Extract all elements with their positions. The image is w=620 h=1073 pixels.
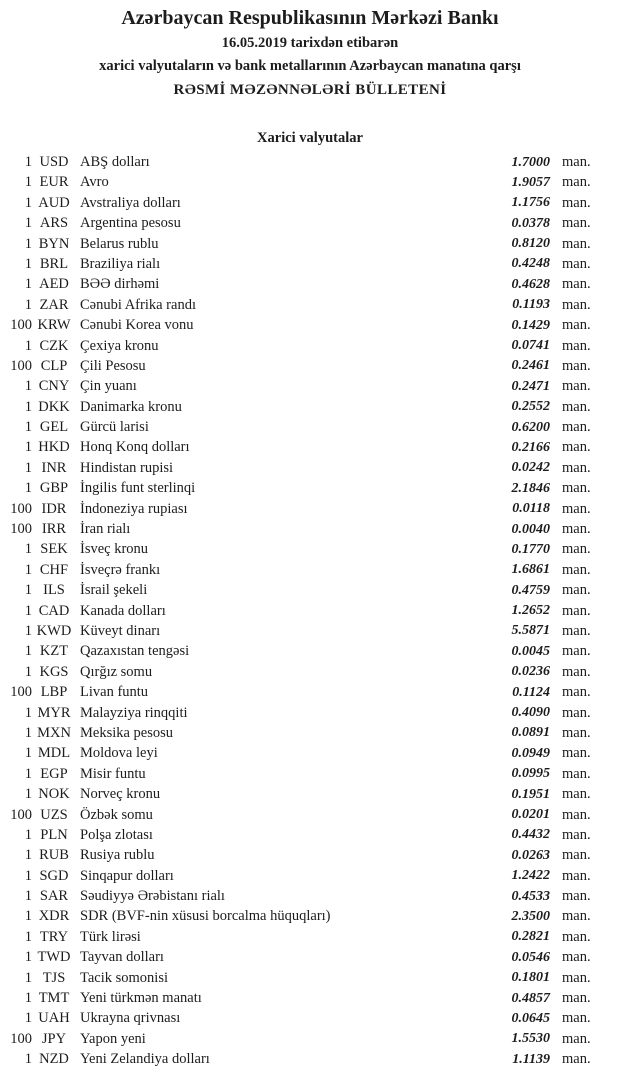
- row-currency-name: İndoneziya rupiası: [80, 500, 188, 517]
- row-unit-label: man.: [562, 215, 591, 232]
- row-currency-code: DKK: [38, 398, 70, 415]
- table-row: [0, 458, 620, 478]
- row-quantity: 1: [24, 398, 32, 415]
- row-rate-value: 0.0236: [511, 664, 550, 680]
- row-rate-value: 0.0378: [511, 215, 550, 231]
- row-currency-code: TMT: [38, 990, 70, 1007]
- row-rate-value: 0.2471: [511, 378, 550, 394]
- row-rate-value: 0.6200: [511, 419, 550, 435]
- row-rate-value: 0.1951: [511, 786, 550, 802]
- section-title-foreign-currencies: Xarici valyutalar: [257, 130, 363, 147]
- row-rate-value: 1.1756: [511, 195, 550, 211]
- row-rate-value: 0.0040: [511, 521, 550, 537]
- row-unit-label: man.: [562, 622, 591, 639]
- table-row: [0, 540, 620, 560]
- row-currency-code: KZT: [39, 643, 69, 660]
- row-currency-code: MDL: [37, 745, 71, 762]
- row-quantity: 1: [24, 439, 32, 456]
- row-unit-label: man.: [562, 439, 591, 456]
- row-currency-name: Tacik somonisi: [80, 969, 168, 986]
- row-currency-name: Sinqapur dolları: [80, 867, 174, 884]
- row-rate-value: 1.1139: [512, 1051, 550, 1067]
- row-currency-name: Avstraliya dolları: [80, 194, 181, 211]
- row-currency-name: Çili Pesosu: [80, 357, 146, 374]
- table-row: [0, 784, 620, 804]
- row-rate-value: 0.1124: [512, 684, 550, 700]
- row-rate-value: 1.2422: [511, 868, 550, 884]
- row-currency-name: Özbək somu: [80, 806, 153, 823]
- row-currency-code: SAR: [39, 888, 69, 905]
- row-quantity: 1: [24, 174, 32, 191]
- row-unit-label: man.: [562, 969, 591, 986]
- row-unit-label: man.: [562, 847, 591, 864]
- row-rate-value: 0.0546: [511, 949, 550, 965]
- row-unit-label: man.: [562, 602, 591, 619]
- row-quantity: 1: [24, 990, 32, 1007]
- row-rate-value: 0.2552: [511, 399, 550, 415]
- row-quantity: 1: [24, 949, 32, 966]
- row-currency-name: Türk lirəsi: [80, 928, 141, 945]
- table-row: [0, 275, 620, 295]
- table-row: [0, 499, 620, 519]
- row-currency-code: CZK: [39, 337, 69, 354]
- row-unit-label: man.: [562, 1010, 591, 1027]
- row-currency-name: Avro: [80, 174, 109, 191]
- row-quantity: 1: [24, 194, 32, 211]
- row-rate-value: 0.0741: [511, 338, 550, 354]
- row-currency-name: Yeni türkmən manatı: [80, 990, 202, 1007]
- table-row: [0, 866, 620, 886]
- row-quantity: 1: [24, 765, 32, 782]
- row-quantity: 1: [24, 602, 32, 619]
- row-rate-value: 0.4759: [511, 582, 550, 598]
- row-currency-code: SGD: [39, 867, 69, 884]
- row-currency-name: Yapon yeni: [80, 1030, 146, 1047]
- row-currency-code: ARS: [39, 215, 69, 232]
- table-row: [0, 764, 620, 784]
- table-row: [0, 642, 620, 662]
- row-rate-value: 0.0949: [511, 745, 550, 761]
- row-unit-label: man.: [562, 541, 591, 558]
- row-rate-value: 0.4628: [511, 276, 550, 292]
- row-currency-code: EGP: [40, 765, 68, 782]
- row-quantity: 1: [24, 419, 32, 436]
- row-rate-value: 5.5871: [511, 623, 550, 639]
- row-currency-name: Tayvan dolları: [80, 949, 164, 966]
- row-currency-code: UZS: [40, 806, 68, 823]
- row-currency-name: Meksika pesosu: [80, 724, 174, 741]
- row-rate-value: 0.8120: [511, 236, 550, 252]
- row-currency-code: EUR: [39, 174, 69, 191]
- row-rate-value: 0.1770: [511, 541, 550, 557]
- row-currency-code: ZAR: [39, 296, 69, 313]
- row-quantity: 1: [24, 296, 32, 313]
- row-quantity: 1: [24, 908, 32, 925]
- bulletin-title: RƏSMİ MƏZƏNNƏLƏRİ BÜLLETENİ: [173, 81, 447, 98]
- row-quantity: 1: [24, 622, 32, 639]
- row-rate-value: 0.2461: [511, 358, 550, 374]
- document-subtitle: xarici valyutaların və bank metallarının Azərbaycan manatına qarşı: [99, 57, 521, 74]
- row-currency-name: ABŞ dolları: [80, 154, 150, 170]
- row-currency-name: İngilis funt sterlinqi: [80, 480, 196, 497]
- row-quantity: 1: [24, 480, 32, 497]
- row-currency-name: Malayziya rinqqiti: [80, 704, 188, 721]
- row-currency-code: AUD: [38, 194, 70, 211]
- row-quantity: 1: [24, 745, 32, 762]
- row-rate-value: 0.0045: [511, 643, 550, 659]
- row-currency-name: Cənubi Afrika randı: [80, 296, 196, 313]
- row-unit-label: man.: [562, 724, 591, 741]
- row-currency-code: USD: [39, 154, 69, 170]
- row-quantity: 1: [24, 235, 32, 252]
- row-rate-value: 0.0891: [511, 725, 550, 741]
- row-unit-label: man.: [562, 337, 591, 354]
- row-quantity: 1: [24, 1051, 32, 1068]
- table-row: [0, 213, 620, 233]
- row-currency-code: TJS: [42, 969, 66, 986]
- row-quantity: 1: [24, 643, 32, 660]
- row-rate-value: 0.0118: [512, 501, 550, 517]
- row-currency-name: Qazaxıstan tengəsi: [80, 643, 190, 660]
- row-unit-label: man.: [562, 500, 591, 517]
- row-unit-label: man.: [562, 174, 591, 191]
- row-currency-name: Çexiya kronu: [80, 337, 159, 354]
- row-rate-value: 0.1429: [511, 317, 550, 333]
- row-quantity: 1: [24, 276, 32, 293]
- row-quantity: 100: [10, 521, 32, 538]
- row-unit-label: man.: [562, 378, 591, 395]
- row-currency-code: IRR: [41, 521, 67, 538]
- row-currency-code: ILS: [43, 582, 65, 599]
- row-currency-code: MYR: [37, 704, 71, 721]
- row-rate-value: 1.2652: [511, 603, 550, 619]
- row-rate-value: 0.4432: [511, 827, 550, 843]
- table-row: [0, 581, 620, 601]
- table-row: [0, 295, 620, 315]
- row-currency-name: Ukrayna qrivnası: [80, 1010, 181, 1027]
- row-currency-code: CNY: [38, 378, 70, 395]
- table-row: [0, 703, 620, 723]
- table-row: [0, 1050, 620, 1070]
- row-currency-name: BƏƏ dirhəmi: [80, 276, 160, 293]
- row-currency-name: İsveç kronu: [80, 541, 149, 558]
- row-currency-name: Səudiyyə Ərəbistanı rialı: [80, 888, 225, 905]
- row-currency-name: Çin yuanı: [80, 378, 137, 395]
- row-unit-label: man.: [562, 255, 591, 272]
- row-unit-label: man.: [562, 459, 591, 476]
- row-currency-name: Danimarka kronu: [80, 398, 182, 415]
- currency-table: [0, 152, 620, 1070]
- row-quantity: 1: [24, 663, 32, 680]
- document-header: [0, 0, 620, 98]
- row-currency-code: BYN: [38, 235, 70, 252]
- row-quantity: 1: [24, 582, 32, 599]
- table-row: [0, 377, 620, 397]
- row-unit-label: man.: [562, 276, 591, 293]
- row-quantity: 1: [24, 826, 32, 843]
- row-currency-name: Misir funtu: [80, 765, 146, 782]
- row-quantity: 1: [24, 847, 32, 864]
- row-unit-label: man.: [562, 949, 591, 966]
- row-currency-name: Livan funtu: [80, 684, 149, 701]
- row-unit-label: man.: [562, 419, 591, 436]
- row-quantity: 1: [24, 154, 32, 170]
- table-row: [0, 988, 620, 1008]
- row-unit-label: man.: [562, 684, 591, 701]
- row-quantity: 1: [24, 724, 32, 741]
- row-quantity: 100: [10, 317, 32, 334]
- row-unit-label: man.: [562, 765, 591, 782]
- row-currency-code: HKD: [38, 439, 70, 456]
- row-unit-label: man.: [562, 826, 591, 843]
- row-currency-code: TRY: [39, 928, 69, 945]
- row-quantity: 1: [24, 561, 32, 578]
- table-row: [0, 254, 620, 274]
- row-rate-value: 0.1193: [512, 297, 550, 313]
- row-quantity: 1: [24, 969, 32, 986]
- row-quantity: 1: [24, 888, 32, 905]
- row-unit-label: man.: [562, 398, 591, 415]
- row-currency-name: Gürcü larisi: [80, 419, 149, 436]
- row-currency-code: CLP: [40, 357, 68, 374]
- row-currency-code: NZD: [39, 1051, 69, 1068]
- row-currency-name: Honq Konq dolları: [80, 439, 190, 456]
- table-row: [0, 621, 620, 641]
- row-rate-value: 0.4248: [511, 256, 550, 272]
- row-currency-name: Yeni Zelandiya dolları: [80, 1051, 210, 1068]
- table-row: [0, 907, 620, 927]
- row-rate-value: 0.2166: [511, 439, 550, 455]
- table-row: [0, 417, 620, 437]
- row-currency-name: SDR (BVF-nin xüsusi borcalma hüquqları): [80, 908, 331, 925]
- row-quantity: 1: [24, 541, 32, 558]
- table-row: [0, 560, 620, 580]
- table-row: [0, 152, 620, 172]
- row-currency-code: RUB: [39, 847, 69, 864]
- row-currency-code: GBP: [39, 480, 69, 497]
- row-rate-value: 0.0995: [511, 766, 550, 782]
- row-rate-value: 1.9057: [511, 174, 550, 190]
- table-row: [0, 601, 620, 621]
- row-unit-label: man.: [562, 194, 591, 211]
- row-currency-code: KGS: [39, 663, 69, 680]
- table-row: [0, 397, 620, 417]
- bank-title: Azərbaycan Respublikasının Mərkəzi Bankı: [121, 7, 499, 29]
- row-currency-code: MXN: [37, 724, 71, 741]
- row-quantity: 100: [10, 806, 32, 823]
- row-currency-name: Qırğız somu: [80, 663, 153, 680]
- row-currency-name: Polşa zlotası: [80, 826, 153, 843]
- table-row: [0, 968, 620, 988]
- row-unit-label: man.: [562, 317, 591, 334]
- row-quantity: 1: [24, 786, 32, 803]
- row-unit-label: man.: [562, 1051, 591, 1068]
- row-quantity: 100: [10, 500, 32, 517]
- table-row: [0, 234, 620, 254]
- row-unit-label: man.: [562, 867, 591, 884]
- row-currency-code: CAD: [38, 602, 70, 619]
- table-row: [0, 193, 620, 213]
- row-rate-value: 1.5530: [511, 1031, 550, 1047]
- row-rate-value: 0.4533: [511, 888, 550, 904]
- row-unit-label: man.: [562, 154, 591, 170]
- row-unit-label: man.: [562, 480, 591, 497]
- row-currency-code: TWD: [37, 949, 71, 966]
- row-unit-label: man.: [562, 357, 591, 374]
- row-currency-code: CHF: [39, 561, 69, 578]
- table-row: [0, 519, 620, 539]
- effective-date-line: 16.05.2019 tarixdən etibarən: [221, 35, 399, 51]
- row-currency-name: Argentina pesosu: [80, 215, 181, 232]
- row-quantity: 1: [24, 337, 32, 354]
- row-currency-code: PLN: [40, 826, 68, 843]
- row-quantity: 1: [24, 215, 32, 232]
- row-unit-label: man.: [562, 582, 591, 599]
- row-currency-code: GEL: [39, 419, 69, 436]
- row-quantity: 1: [24, 928, 32, 945]
- row-rate-value: 0.1801: [511, 970, 550, 986]
- row-rate-value: 1.7000: [511, 154, 550, 170]
- row-quantity: 100: [10, 684, 32, 701]
- table-row: [0, 662, 620, 682]
- row-currency-code: BRL: [39, 255, 69, 272]
- row-currency-code: AED: [39, 276, 69, 293]
- row-unit-label: man.: [562, 786, 591, 803]
- table-row: [0, 336, 620, 356]
- table-row: [0, 846, 620, 866]
- table-row: [0, 825, 620, 845]
- table-row: [0, 805, 620, 825]
- row-unit-label: man.: [562, 928, 591, 945]
- row-rate-value: 2.1846: [511, 480, 550, 496]
- row-currency-code: KWD: [36, 622, 72, 639]
- row-currency-name: Rusiya rublu: [80, 847, 155, 864]
- row-unit-label: man.: [562, 704, 591, 721]
- row-currency-code: IDR: [41, 500, 67, 517]
- row-currency-code: UAH: [38, 1010, 70, 1027]
- row-unit-label: man.: [562, 643, 591, 660]
- table-row: [0, 682, 620, 702]
- row-quantity: 100: [10, 1030, 32, 1047]
- row-unit-label: man.: [562, 235, 591, 252]
- row-unit-label: man.: [562, 663, 591, 680]
- row-currency-code: KRW: [37, 317, 71, 334]
- table-row: [0, 315, 620, 335]
- row-rate-value: 0.4090: [511, 705, 550, 721]
- table-row: [0, 744, 620, 764]
- row-quantity: 1: [24, 1010, 32, 1027]
- table-row: [0, 948, 620, 968]
- row-unit-label: man.: [562, 888, 591, 905]
- table-row: [0, 356, 620, 376]
- table-row: [0, 1009, 620, 1029]
- row-unit-label: man.: [562, 296, 591, 313]
- row-unit-label: man.: [562, 521, 591, 538]
- row-unit-label: man.: [562, 806, 591, 823]
- row-currency-name: İsveçrə frankı: [80, 561, 161, 578]
- row-currency-name: Belarus rublu: [80, 235, 159, 252]
- row-currency-name: Cənubi Korea vonu: [80, 317, 194, 334]
- row-currency-name: Kanada dolları: [80, 602, 166, 619]
- row-quantity: 1: [24, 704, 32, 721]
- row-rate-value: 0.0263: [511, 847, 550, 863]
- row-unit-label: man.: [562, 990, 591, 1007]
- row-unit-label: man.: [562, 1030, 591, 1047]
- row-currency-code: SEK: [40, 541, 68, 558]
- row-rate-value: 1.6861: [511, 562, 550, 578]
- row-currency-name: İsrail şekeli: [80, 582, 148, 599]
- row-unit-label: man.: [562, 561, 591, 578]
- row-currency-name: Norveç kronu: [80, 786, 161, 803]
- table-row: [0, 479, 620, 499]
- row-currency-name: Braziliya rialı: [80, 255, 161, 272]
- table-row: [0, 723, 620, 743]
- row-currency-code: NOK: [38, 786, 70, 803]
- row-unit-label: man.: [562, 745, 591, 762]
- row-quantity: 1: [24, 378, 32, 395]
- row-quantity: 1: [24, 867, 32, 884]
- table-row: [0, 886, 620, 906]
- row-rate-value: 0.0242: [511, 460, 550, 476]
- row-currency-code: XDR: [38, 908, 70, 925]
- row-rate-value: 2.3500: [511, 908, 550, 924]
- row-rate-value: 0.4857: [511, 990, 550, 1006]
- table-row: [0, 1029, 620, 1049]
- row-unit-label: man.: [562, 908, 591, 925]
- row-rate-value: 0.0645: [511, 1010, 550, 1026]
- row-currency-name: Moldova leyi: [80, 745, 158, 762]
- row-rate-value: 0.2821: [511, 929, 550, 945]
- row-currency-code: LBP: [40, 684, 68, 701]
- row-currency-code: INR: [41, 459, 67, 476]
- table-row: [0, 173, 620, 193]
- row-quantity: 1: [24, 459, 32, 476]
- row-quantity: 1: [24, 255, 32, 272]
- row-currency-name: Hindistan rupisi: [80, 459, 174, 476]
- row-currency-code: JPY: [41, 1030, 67, 1047]
- row-currency-name: Küveyt dinarı: [80, 622, 161, 639]
- table-row: [0, 927, 620, 947]
- row-rate-value: 0.0201: [511, 807, 550, 822]
- table-row: [0, 438, 620, 458]
- row-currency-name: İran rialı: [80, 521, 131, 538]
- row-quantity: 100: [10, 357, 32, 374]
